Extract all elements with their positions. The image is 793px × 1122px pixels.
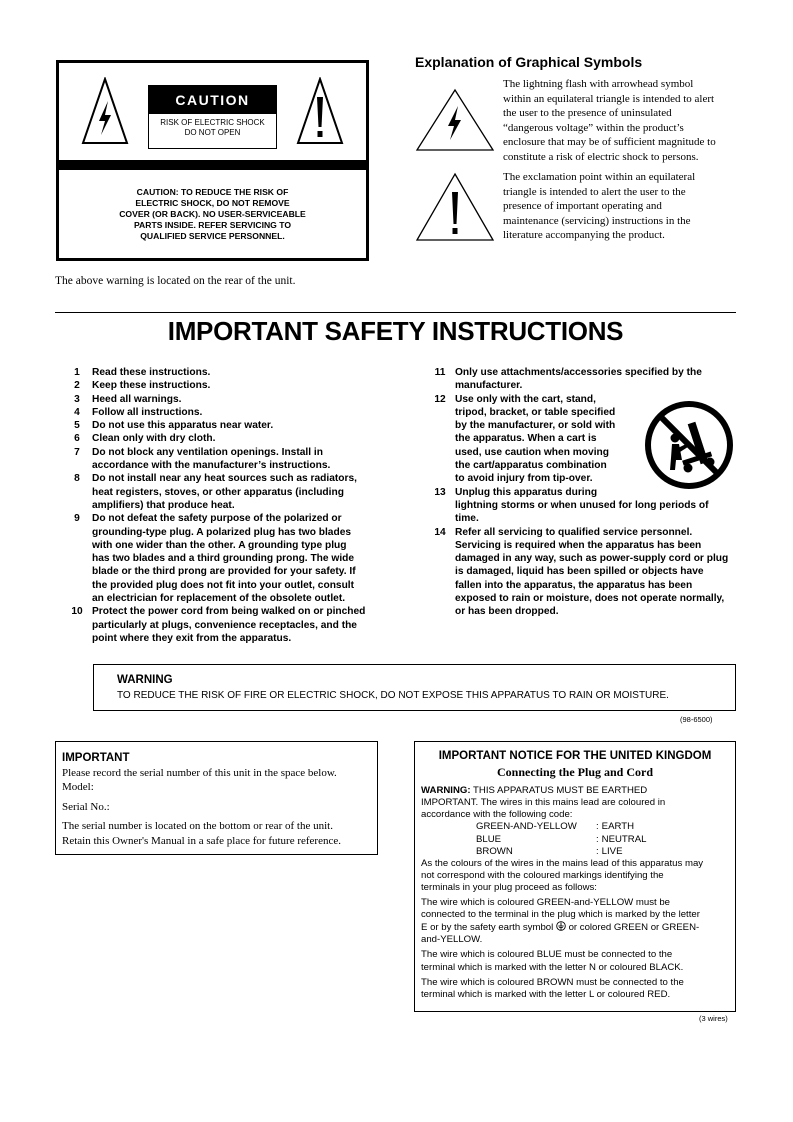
instruction-line: Clean only with dry cloth. [92, 433, 216, 445]
instruction-item [62, 419, 380, 432]
wire-color: BROWN [476, 845, 513, 857]
caution-warning-line: QUALIFIED SERVICE PERSONNEL. [140, 230, 285, 241]
instructions-left-column [62, 366, 380, 645]
lightning-symbol-description [503, 77, 739, 165]
uk-notice-reference-code: (3 wires) [699, 1014, 728, 1023]
instruction-line: Follow all instructions. [92, 406, 203, 418]
warning-title: WARNING [117, 674, 173, 686]
instruction-line: Do not use this apparatus near water. [92, 420, 274, 432]
uk-notice-subtitle: Connecting the Plug and Cord [496, 765, 654, 780]
text-fragment: or colored GREEN or GREEN- [565, 922, 700, 934]
wire-color: BLUE [476, 833, 502, 845]
text-line: the user to the presence of uninsulated [503, 107, 672, 120]
wire-row [421, 846, 729, 858]
instruction-number: 8 [74, 473, 80, 485]
instruction-line: Do not block any ventilation openings. Install in [92, 446, 323, 458]
instruction-line: by the manufacturer, or sold with [455, 420, 616, 432]
lightning-symbol-icon [415, 88, 495, 152]
instruction-line: or has been dropped. [455, 606, 559, 618]
text-line: The wire which is coloured GREEN-and-YELLOW must be [421, 897, 670, 909]
instruction-line: Refer all servicing to qualified service personnel. [455, 526, 693, 538]
instruction-number: 2 [74, 380, 80, 392]
text-line: The wire which is coloured BLUE must be connected to the [421, 949, 673, 961]
instruction-line: Do not defeat the safety purpose of the polarized or [92, 513, 342, 525]
text-fragment: E or by the safety earth symbol [421, 922, 554, 934]
lightning-warning-icon [81, 77, 129, 145]
caution-warning-text [59, 170, 366, 258]
exclamation-warning-icon [296, 77, 344, 145]
instruction-text [92, 446, 380, 473]
uk-notice-title: IMPORTANT NOTICE FOR THE UNITED KINGDOM [438, 750, 712, 762]
instruction-line: heat registers, stoves, or other apparatus (including [92, 486, 344, 498]
text-line: within an equilateral triangle is intended to alert [503, 92, 715, 105]
important-line: Retain this Owner's Manual in a safe place for future reference. [62, 834, 341, 847]
earth-symbol-icon [556, 921, 566, 931]
text-line: maintenance (servicing) instructions in the [503, 214, 691, 227]
text-line: As the colours of the wires in the mains lead of this apparatus may [421, 857, 704, 869]
instruction-text [92, 406, 380, 419]
wire-row [421, 821, 729, 833]
warning-box [93, 664, 736, 711]
caution-word: CAUTION [149, 86, 276, 114]
text-line: connected to the terminal in the plug which is marked by the letter [421, 909, 700, 921]
instruction-line: Read these instructions. [92, 367, 211, 378]
important-line: Please record the serial number of this unit in the space below. [62, 767, 337, 779]
instruction-item [62, 393, 380, 406]
instruction-line: the apparatus. When a cart is [455, 433, 597, 445]
instruction-line: point where they exit from the apparatus. [92, 632, 292, 644]
instruction-line: time. [455, 513, 479, 525]
wire-sep: : [596, 845, 599, 857]
instruction-line: Servicing is required when the apparatus has been [455, 539, 702, 551]
wire-sep: : [596, 833, 599, 845]
caution-warning-line: CAUTION: TO REDUCE THE RISK OF [136, 186, 289, 197]
instruction-line: manufacturer. [455, 380, 523, 392]
instruction-line: Unplug this apparatus during [455, 486, 598, 498]
text-line: enclosure that may be of sufficient magnitude to [503, 136, 716, 149]
instruction-number: 7 [74, 446, 80, 458]
instruction-number: 9 [74, 513, 80, 525]
instruction-item [62, 446, 380, 473]
instruction-number: 11 [434, 367, 446, 378]
wire-sep: : [596, 821, 599, 833]
caution-warning-line: PARTS INSIDE. REFER SERVICING TO [133, 219, 292, 230]
instruction-line: grounding-type plug. A polarized plug has two blades [92, 526, 352, 538]
symbols-heading: Explanation of Graphical Symbols [415, 54, 643, 70]
caution-sub-line: DO NOT OPEN [184, 128, 241, 137]
instruction-item [62, 512, 380, 605]
instruction-line: fallen into the apparatus, the apparatus has been [455, 579, 693, 591]
text-line: IMPORTANT. The wires in this mains lead are coloured in [421, 797, 666, 809]
caution-header-panel [59, 63, 366, 160]
instruction-number: 3 [74, 393, 80, 405]
instruction-text [92, 605, 380, 645]
instruction-line: Use only with the cart, stand, [455, 393, 596, 405]
instruction-text [92, 419, 380, 432]
caution-center-label [148, 85, 277, 149]
instruction-line: is damaged, liquid has been spilled or objects have [455, 566, 704, 578]
wire-row [421, 834, 729, 846]
instruction-line: the provided plug does not fit into your outlet, consult [92, 579, 355, 591]
instruction-number: 12 [434, 393, 446, 405]
warning-reference-code: (98-6500) [680, 715, 713, 724]
text-line [421, 921, 729, 934]
uk-warning-label: WARNING: [421, 785, 471, 797]
instruction-line: an electrician for replacement of the obsolete outlet. [92, 593, 346, 605]
instruction-line: accordance with the manufacturer’s instructions. [92, 460, 331, 472]
instruction-number: 13 [434, 486, 446, 498]
instruction-number: 5 [74, 420, 80, 432]
instruction-line: Do not install near any heat sources such as radiators, [92, 473, 357, 485]
instruction-item [62, 605, 380, 645]
instruction-item [62, 379, 380, 392]
wire-colour-table [421, 821, 729, 857]
instruction-number: 6 [74, 433, 80, 445]
text-line: triangle is intended to alert the user to the [503, 185, 686, 198]
text-line: terminal which is marked with the letter L or coloured RED. [421, 988, 671, 1000]
instruction-text [92, 379, 380, 392]
text-line: constitute a risk of electric shock to persons. [503, 150, 699, 163]
text-line: The wire which is coloured BROWN must be connected to the [421, 976, 684, 988]
caution-warning-line: ELECTRIC SHOCK, DO NOT REMOVE [135, 197, 290, 208]
instruction-line: Heed all warnings. [92, 393, 182, 405]
instruction-item [62, 432, 380, 445]
instruction-item [62, 472, 380, 512]
page-title: IMPORTANT SAFETY INSTRUCTIONS [167, 316, 624, 346]
instruction-text [92, 366, 380, 379]
uk-warning-text: THIS APPARATUS MUST BE EARTHED [470, 785, 648, 797]
instruction-line: lightning storms or when unused for long periods of [455, 499, 709, 511]
wire-meaning: LIVE [601, 845, 623, 857]
caution-divider [59, 160, 366, 170]
instruction-text [455, 526, 737, 619]
instruction-line: the cart/apparatus combination [455, 460, 607, 472]
instruction-line: with one wider than the other. A grounding type plug [92, 539, 347, 551]
text-line: “dangerous voltage” within the product’s [503, 121, 684, 134]
instruction-line: Keep these instructions. [92, 380, 211, 392]
text-line: literature accompanying the product. [503, 229, 665, 242]
instruction-number: 10 [71, 606, 83, 618]
instruction-item [62, 406, 380, 419]
wire-color: GREEN-AND-YELLOW [476, 821, 577, 833]
exclamation-symbol-icon [415, 172, 495, 242]
important-serial-box [55, 741, 378, 855]
warning-text: TO REDUCE THE RISK OF FIRE OR ELECTRIC SHOCK, DO NOT EXPOSE THIS APPARATUS TO RAIN OR MOISTURE. [117, 690, 669, 701]
instruction-number: 14 [434, 526, 446, 538]
title-rule [55, 312, 736, 313]
model-label: Model: [62, 781, 94, 794]
uk-notice-box [414, 741, 736, 1012]
cart-tipover-warning-icon [642, 398, 736, 492]
instruction-text [92, 472, 380, 512]
instruction-line: damaged in any way, such as power-supply cord or plug [455, 553, 729, 565]
instruction-text [92, 512, 380, 605]
instruction-line: Protect the power cord from being walked on or pinched [92, 606, 366, 618]
instruction-item [425, 526, 737, 619]
text-line: accordance with the following code: [421, 809, 573, 821]
uk-warning-line [421, 785, 729, 797]
exclamation-symbol-description [503, 170, 739, 243]
instruction-line: amplifiers) that produce heat. [92, 499, 235, 511]
instruction-line: Only use attachments/accessories specified by the [455, 367, 702, 378]
text-line: The exclamation point within an equilateral [503, 171, 696, 183]
instruction-text [92, 393, 380, 406]
instruction-item [62, 366, 380, 379]
instruction-line: has two blades and a third grounding prong. The wide [92, 553, 355, 565]
caution-sub-line: RISK OF ELECTRIC SHOCK [160, 118, 265, 127]
instruction-line: blade or the third prong are provided for your safety. If [92, 566, 356, 578]
instruction-text [92, 432, 380, 445]
instruction-item [425, 366, 737, 393]
warning-location-note: The above warning is located on the rear of the unit. [55, 275, 296, 287]
text-line: and-YELLOW. [421, 934, 483, 946]
important-line: The serial number is located on the bottom or rear of the unit. [62, 820, 333, 833]
important-title: IMPORTANT [62, 752, 130, 764]
caution-warning-line: COVER (OR BACK). NO USER-SERVICEABLE [119, 208, 306, 219]
serial-number-label: Serial No.: [62, 800, 110, 813]
text-line: The lightning flash with arrowhead symbol [503, 78, 694, 90]
text-line: terminals in your plug proceed as follows: [421, 881, 597, 893]
instruction-number: 4 [74, 406, 80, 418]
text-line: presence of important operating and [503, 200, 662, 213]
wire-meaning: EARTH [601, 821, 635, 833]
text-line: terminal which is marked with the letter N or coloured BLACK. [421, 961, 684, 973]
instruction-line: to avoid injury from tip-over. [455, 473, 593, 485]
instruction-line: tripod, bracket, or table specified [455, 406, 616, 418]
text-line: not correspond with the coloured markings identifying the [421, 869, 664, 881]
instruction-line: exposed to rain or moisture, does not operate normally, [455, 593, 725, 605]
wire-meaning: NEUTRAL [601, 833, 647, 845]
caution-label-box [56, 60, 369, 261]
instruction-line: particularly at plugs, convenience receptacles, and the [92, 619, 357, 631]
instruction-number: 1 [74, 367, 80, 378]
instruction-line: used, use caution when moving [455, 446, 609, 458]
instruction-text [455, 366, 737, 393]
